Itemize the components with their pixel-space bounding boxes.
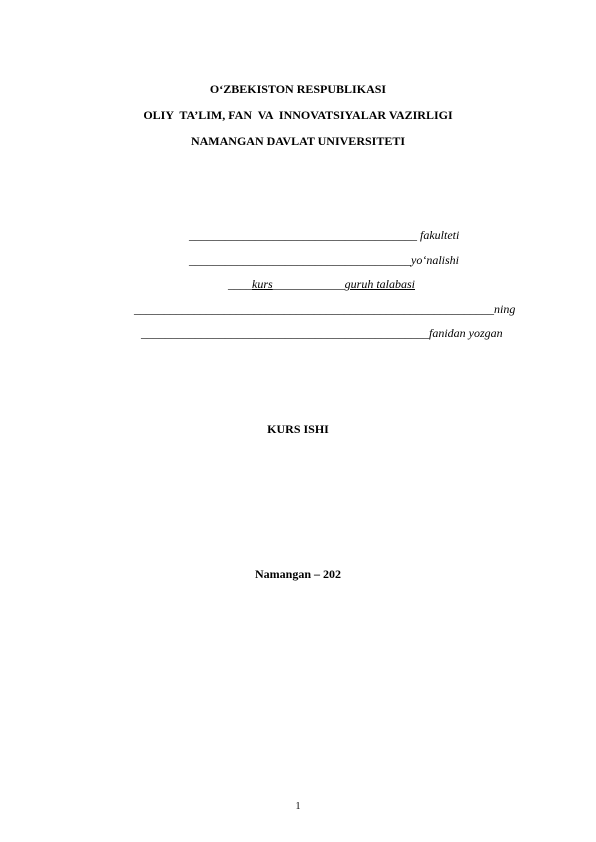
faculty-label: fakulteti	[417, 228, 460, 242]
subject-line	[141, 326, 503, 341]
subject-label: fanidan yozgan	[429, 326, 503, 340]
course-line	[228, 277, 415, 292]
group-label: guruh talabasi	[344, 277, 416, 291]
student-blank: ____________________________________________________________	[134, 302, 494, 316]
student-line	[134, 302, 515, 317]
direction-label: yo‘nalishi	[411, 253, 459, 267]
student-label: ning	[494, 302, 516, 316]
direction-blank: _____________________________________	[189, 253, 411, 267]
direction-line	[189, 253, 459, 268]
course-label: kurs	[252, 277, 273, 291]
header-university: NAMANGAN DAVLAT UNIVERSITETI	[190, 134, 406, 148]
group-blank: ____________	[272, 277, 345, 291]
page-number: 1	[295, 801, 301, 812]
header-republic: O‘ZBEKISTON RESPUBLIKASI	[209, 82, 387, 96]
subject-blank: ________________________________________________	[141, 326, 429, 340]
document-title: KURS ISHI	[267, 422, 329, 436]
course-blank: ____	[228, 277, 252, 291]
faculty-blank: ______________________________________	[189, 228, 417, 242]
header-ministry: OLIY TA’LIM, FAN VA INNOVATSIYALAR VAZIRLIGI	[143, 108, 453, 122]
faculty-line	[189, 228, 459, 243]
footer-place-year: Namangan – 202	[254, 567, 341, 581]
